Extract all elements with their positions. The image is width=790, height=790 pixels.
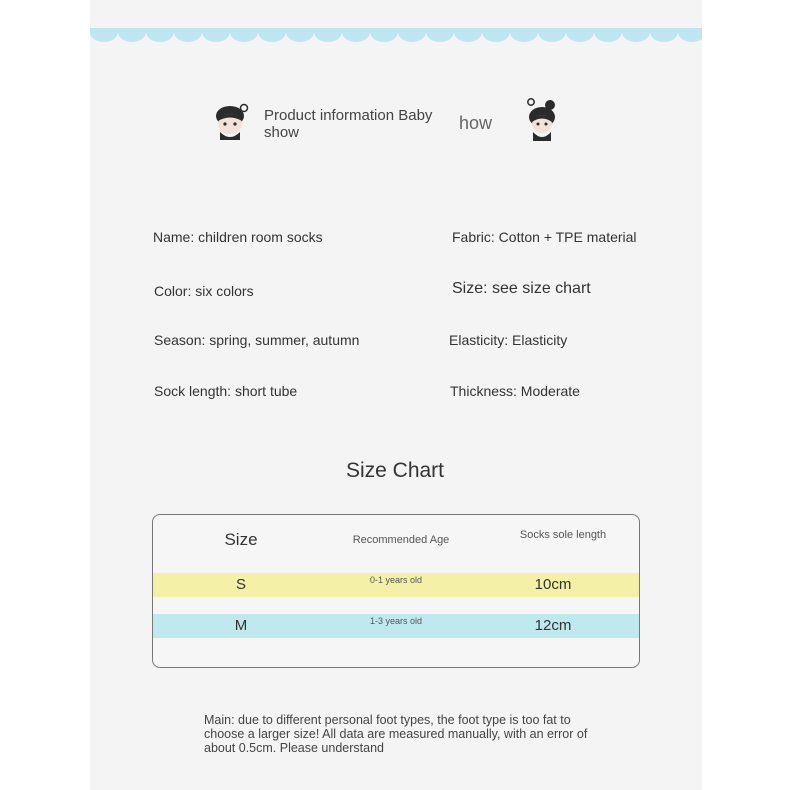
attr-size: Size: see size chart — [452, 280, 591, 297]
row-size: M — [234, 617, 248, 634]
scallop-wave — [258, 28, 286, 42]
attr-fabric: Fabric: Cotton + TPE material — [452, 229, 637, 245]
scallop-wave — [314, 28, 342, 42]
header-size: Size — [224, 530, 258, 549]
scallop-wave — [342, 28, 370, 42]
scallop-wave — [286, 28, 314, 42]
scallop-wave — [622, 28, 650, 42]
header-recommended-age: Recommended Age — [352, 534, 450, 546]
scallop-wave — [118, 28, 146, 42]
attr-color: Color: six colors — [154, 283, 254, 299]
scallop-wave — [510, 28, 538, 42]
boy-mascot-icon — [212, 102, 252, 144]
table-row — [153, 573, 639, 597]
scallop-wave — [650, 28, 678, 42]
header-title: Product information Baby show — [264, 107, 433, 141]
scallop-wave — [594, 28, 622, 42]
table-row — [153, 614, 639, 638]
attr-elasticity: Elasticity: Elasticity — [449, 332, 568, 348]
size-chart-table — [152, 514, 640, 668]
row-age: 0-1 years old — [369, 575, 423, 585]
size-note: Main: due to different personal foot types, the foot type is too fat to choose a larger size! All data are measured manually, with an error of about 0.5cm. Please understand — [204, 713, 588, 755]
scallop-wave — [678, 28, 702, 42]
scallop-wave — [454, 28, 482, 42]
scallop-wave — [146, 28, 174, 42]
girl-mascot-icon — [524, 97, 560, 143]
attr-name: Name: children room socks — [153, 229, 323, 245]
scallop-wave — [230, 28, 258, 42]
scallop-wave — [566, 28, 594, 42]
row-length: 12cm — [534, 617, 572, 634]
row-age: 1-3 years old — [369, 616, 423, 626]
size-chart-title: Size Chart — [345, 459, 445, 482]
scallop-wave — [426, 28, 454, 42]
scallop-wave — [370, 28, 398, 42]
scallop-wave — [202, 28, 230, 42]
row-length: 10cm — [534, 576, 572, 593]
attr-thickness: Thickness: Moderate — [450, 383, 580, 399]
row-size: S — [235, 576, 246, 593]
header-sole-length: Socks sole length — [519, 529, 607, 541]
attr-season: Season: spring, summer, autumn — [154, 332, 360, 348]
scallop-wave — [90, 28, 118, 42]
attr-sock-length: Sock length: short tube — [154, 383, 298, 399]
header-ghost-text: how — [459, 113, 493, 133]
scallop-wave — [174, 28, 202, 42]
scallop-wave — [398, 28, 426, 42]
scallop-wave — [482, 28, 510, 42]
scallop-border — [90, 28, 702, 46]
scallop-wave — [538, 28, 566, 42]
